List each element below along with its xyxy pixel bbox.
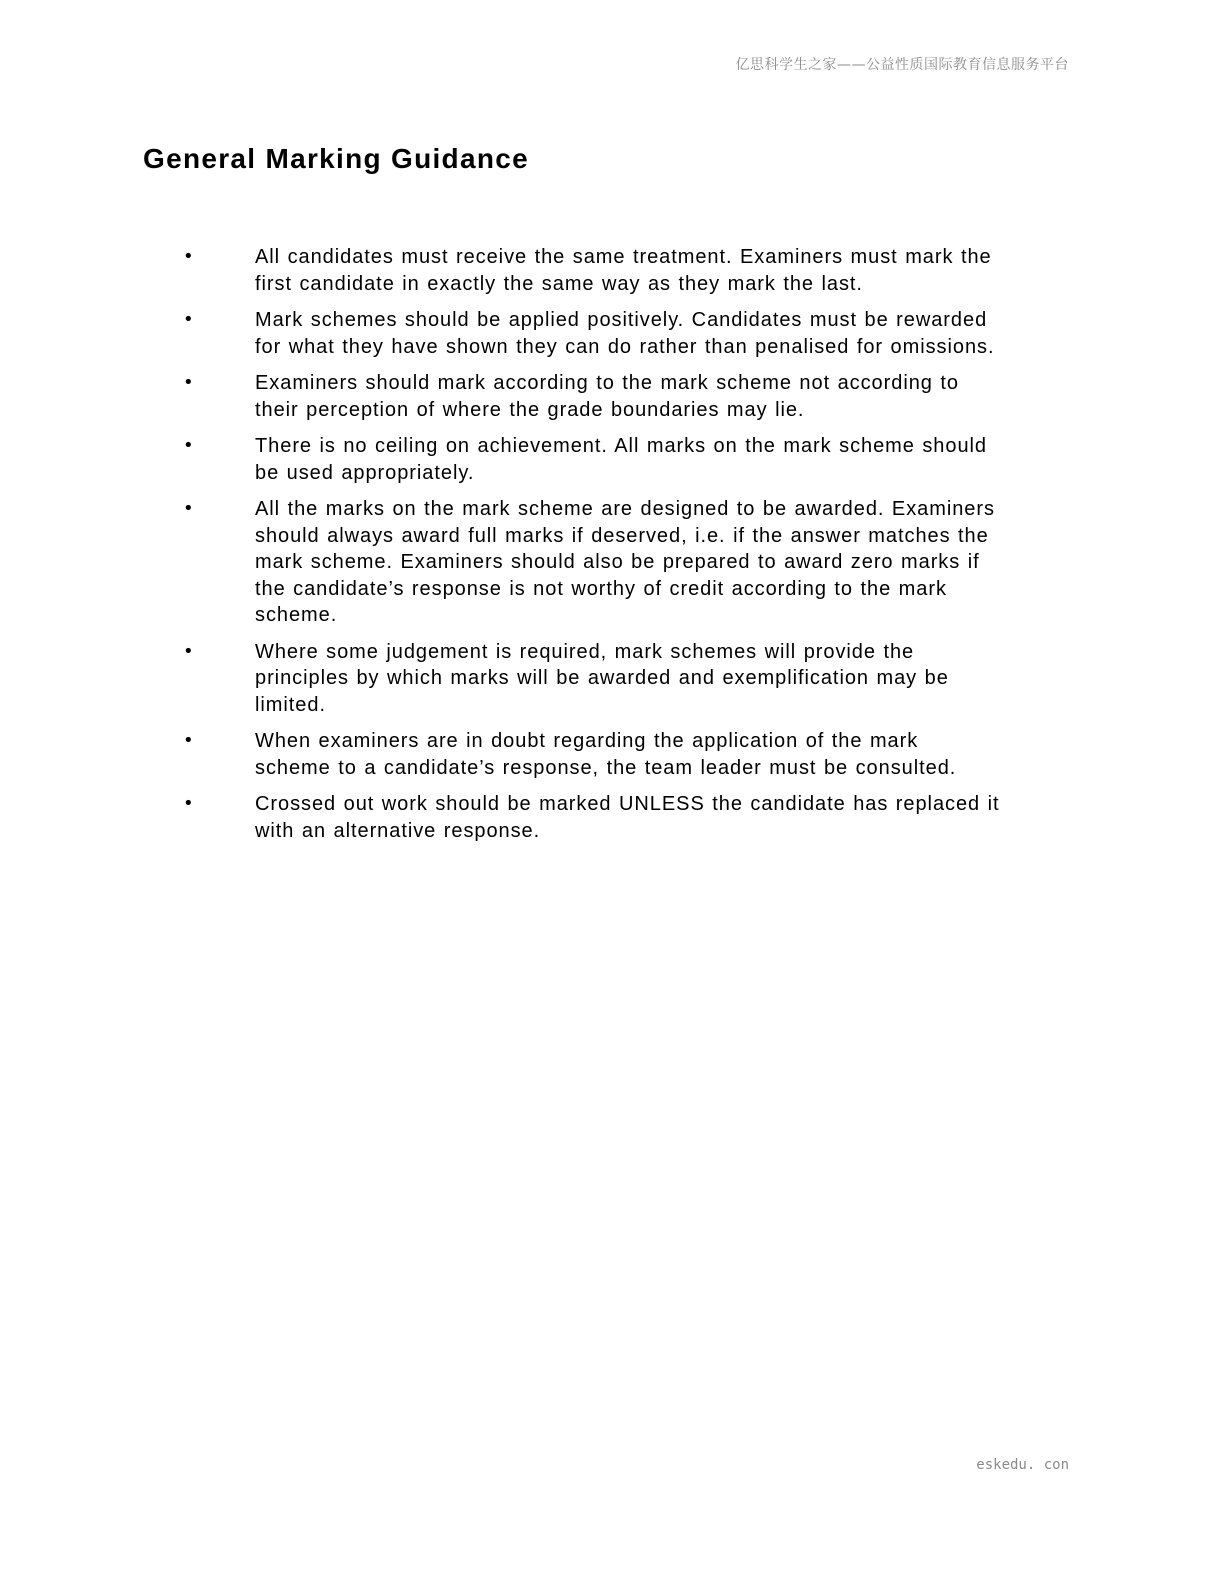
list-item-text: Mark schemes should be applied positively. Candidates must be rewarded for what they have shown they can do rather than penalised for omissions. [255,309,995,358]
footer-site-text: eskedu. con [976,1457,1069,1473]
bullet-icon: • [183,793,194,814]
list-item [0,370,1224,423]
list-item [0,639,1224,719]
list-item [0,307,1224,360]
list-item-text: Where some judgement is required, mark schemes will provide the principles by which marks will be awarded and exemplification may be limited. [255,640,949,716]
list-item [0,496,1224,629]
list-item [0,728,1224,781]
list-item-text: All the marks on the mark scheme are designed to be awarded. Examiners should always award full marks if deserved, i.e. if the answer matches the mark scheme. Examiners should also be prepared to award zero marks if the candidate’s response is not worthy of credit according to the mark scheme. [255,498,995,626]
guidance-list [0,244,1224,854]
list-item-text: Crossed out work should be marked UNLESS the candidate has replaced it with an alternative response. [255,793,1000,842]
list-item [0,433,1224,486]
list-item [0,791,1224,844]
bullet-icon: • [183,640,194,662]
list-item-text: Examiners should mark according to the mark scheme not according to their perception of where the grade boundaries may lie. [255,372,959,421]
header-watermark: 亿思科学生之家——公益性质国际教育信息服务平台 [735,57,1069,73]
page-title: General Marking Guidance [143,143,529,174]
bullet-icon: • [183,730,194,751]
list-item-text: There is no ceiling on achievement. All marks on the mark scheme should be used appropriately. [255,435,987,484]
bullet-icon: • [183,372,194,393]
bullet-icon: • [183,309,194,330]
list-item-text: All candidates must receive the same treatment. Examiners must mark the first candidate in exactly the same way as they mark the last. [255,246,992,295]
bullet-icon: • [183,435,194,456]
bullet-icon: • [183,498,194,519]
bullet-icon: • [183,246,194,267]
list-item [0,244,1224,297]
list-item-text: When examiners are in doubt regarding the application of the mark scheme to a candidate’s response, the team leader must be consulted. [255,730,957,779]
